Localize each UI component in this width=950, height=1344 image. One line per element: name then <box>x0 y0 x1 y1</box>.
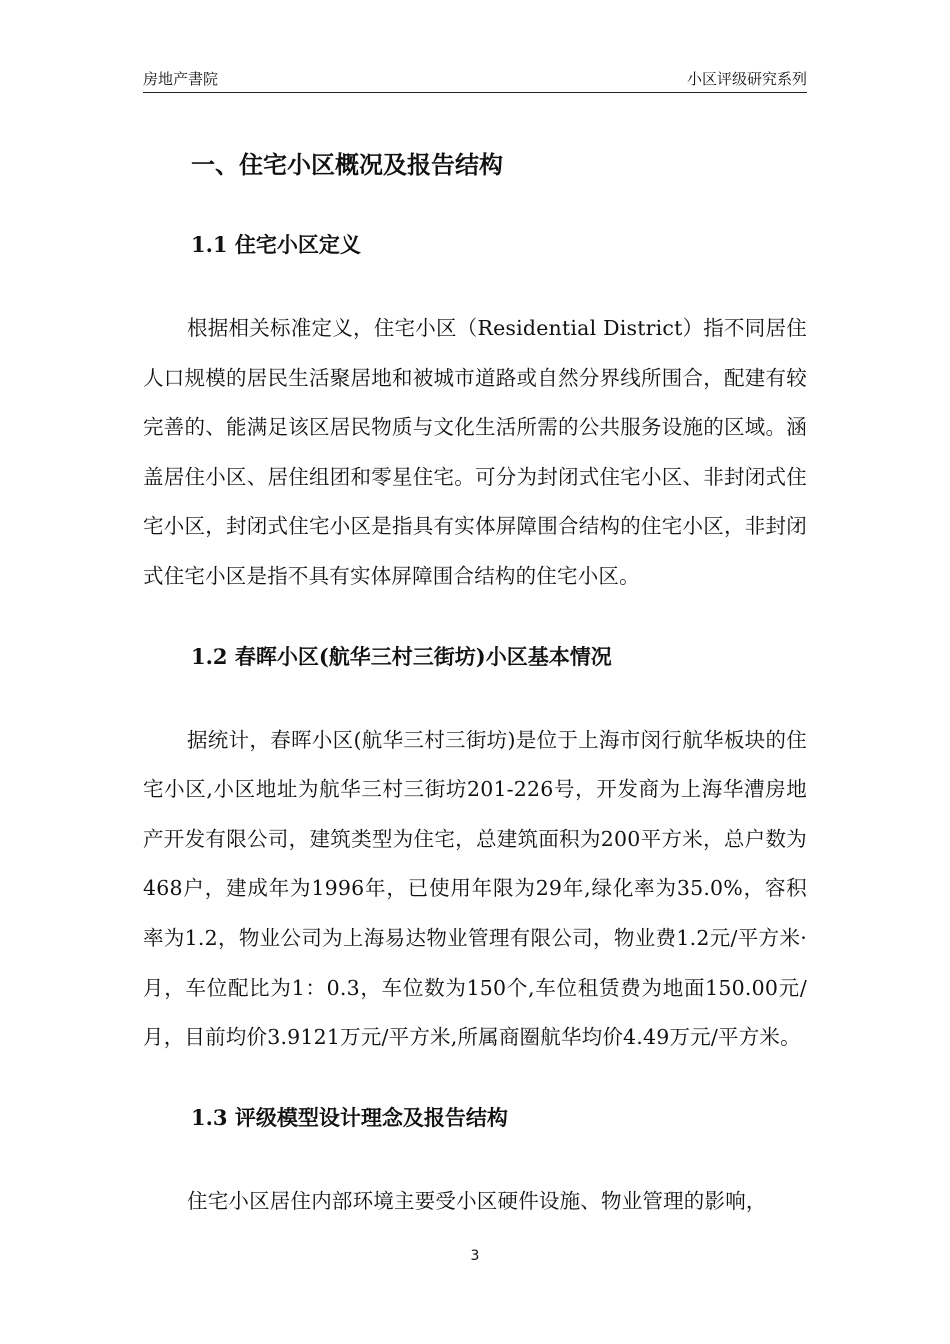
section-title: 一、住宅小区概况及报告结构 <box>191 150 503 179</box>
paragraph-definition: 根据相关标准定义，住宅小区（Residential District）指不同居住人口规模的居民生活聚居地和被城市道路或自然分界线所围合，配建有较完善的、能满足该区居民物质与文化生活所需的公共服务设施的区域。涵盖居住小区、居住组团和零星住宅。可分为封闭式住宅小区、非封闭式住宅小区，封闭式住宅小区是指具有实体屏障围合结构的住宅小区，非封闭式住宅小区是指不具有实体屏障围合结构的住宅小区。 <box>143 316 807 588</box>
paragraph-model-design: 住宅小区居住内部环境主要受小区硬件设施、物业管理的影响， <box>187 1188 767 1213</box>
page-header <box>143 62 807 93</box>
subsection-title-1-1: 1.1 住宅小区定义 <box>191 232 361 257</box>
subsection-title-1-3: 1.3 评级模型设计理念及报告结构 <box>191 1104 508 1130</box>
paragraph-basic-info: 据统计，春晖小区(航华三村三街坊)是位于上海市闵行航华板块的住宅小区,小区地址为航华三村三街坊201-226号，开发商为上海华漕房地产开发有限公司，建筑类型为住宅，总建筑面积为200平方米，总户数为468户，建成年为1996年，已使用年限为29年,绿化率为35.0%，容积率为1.2，物业公司为上海易达物业管理有限公司，物业费1.2元/平方米·月，车位配比为1：0.3，车位数为150个,车位租赁费为地面150.00元/月，目前均价3.9121万元/平方米,所属商圈航华均价4.49万元/平方米。 <box>143 727 807 1050</box>
page-number: 3 <box>470 1248 480 1264</box>
subsection-title-1-2: 1.2 春晖小区(航华三村三街坊)小区基本情况 <box>191 643 612 669</box>
header-series: 小区评级研究系列 <box>686 70 807 88</box>
header-publisher: 房地产書院 <box>143 70 219 88</box>
document-body <box>143 140 807 1226</box>
